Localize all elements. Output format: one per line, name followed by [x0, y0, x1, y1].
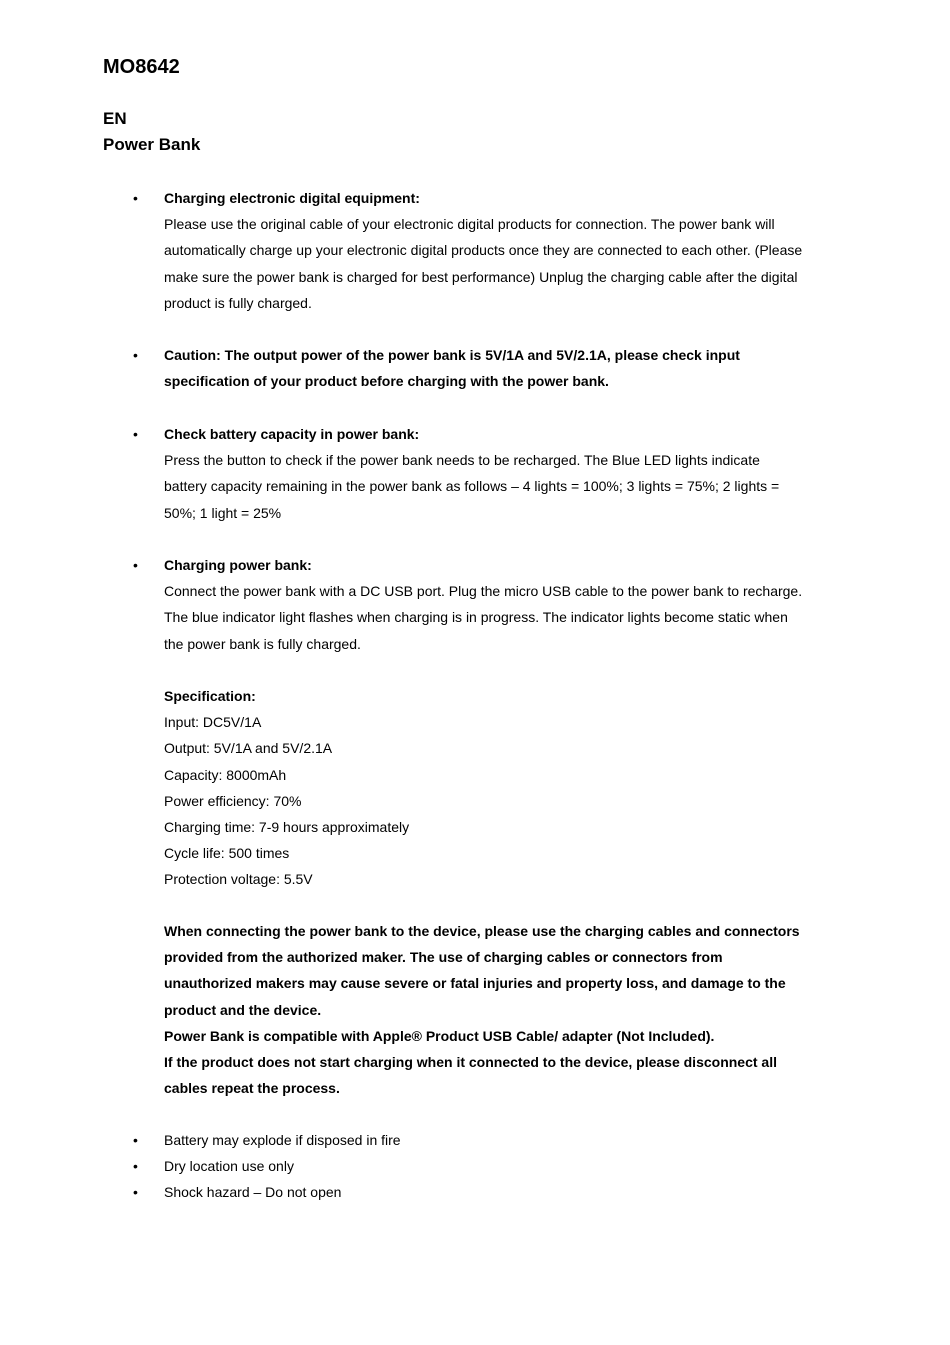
bullet-marker: •	[133, 426, 138, 442]
spec-item: Output: 5V/1A and 5V/2.1A	[164, 740, 333, 757]
section-charging-equipment	[164, 185, 804, 316]
spec-item: Cycle life: 500 times	[164, 845, 290, 862]
spec-item: Capacity: 8000mAh	[164, 766, 287, 783]
section-body: Press the button to check if the power bank needs to be recharged. The Blue LED lights indicate battery capacity remaining in the power bank as follows – 4 lights = 100%; 3 lights = 75%; 2 lights = 50%; 1 light = 25%	[164, 452, 780, 521]
caution-text: Caution: The output power of the power bank is 5V/1A and 5V/2.1A, please check input specification of your product before charging with the power bank.	[164, 347, 740, 390]
section-heading: Charging power bank:	[164, 557, 312, 573]
warnings-block	[164, 918, 804, 1101]
section-battery-capacity	[164, 421, 804, 526]
section-heading: Charging electronic digital equipment:	[164, 190, 420, 206]
bullet-marker: •	[133, 1158, 138, 1174]
spec-item: Protection voltage: 5.5V	[164, 871, 313, 888]
product-title: Power Bank	[103, 135, 201, 154]
section-caution	[164, 342, 804, 394]
cable-warning: When connecting the power bank to the device, please use the charging cables and connectors provided from the authorized maker. The use of charging cables or connectors from unauthorized makers may cause severe or fatal injuries and property loss, and damage to the product and the device.	[164, 923, 800, 1018]
section-charging-power-bank	[164, 552, 804, 657]
bullet-marker: •	[133, 557, 138, 573]
not-charging-note: If the product does not start charging when it connected to the device, please disconnect all cables repeat the process.	[164, 1054, 777, 1097]
spec-item: Charging time: 7-9 hours approximately	[164, 819, 410, 836]
spec-item: Power efficiency: 70%	[164, 792, 302, 809]
bullet-marker: •	[133, 347, 138, 363]
specification-heading: Specification:	[164, 688, 256, 704]
specification-block	[164, 683, 804, 893]
bullet-marker: •	[133, 1132, 138, 1148]
section-body: Please use the original cable of your electronic digital products for connection. The power bank will automatically charge up your electronic digital products once they are connected to each other. (Please make sure the power bank is charged for best performance) Unplug the charging cable after the digital product is fully charged.	[164, 216, 803, 311]
bullet-marker: •	[133, 190, 138, 206]
language-code: EN	[103, 109, 127, 128]
bullet-marker: •	[133, 1184, 138, 1200]
model-number: MO8642	[103, 56, 180, 78]
safety-item: Dry location use only	[164, 1158, 294, 1174]
section-heading: Check battery capacity in power bank:	[164, 426, 420, 442]
spec-item: Input: DC5V/1A	[164, 714, 262, 731]
compatibility-note: Power Bank is compatible with Apple® Product USB Cable/ adapter (Not Included).	[164, 1027, 715, 1044]
safety-item: Shock hazard – Do not open	[164, 1184, 342, 1200]
section-body: Connect the power bank with a DC USB port. Plug the micro USB cable to the power bank to recharge. The blue indicator light flashes when charging is in progress. The indicator lights become static when the power bank is fully charged.	[164, 583, 803, 652]
safety-item: Battery may explode if disposed in fire	[164, 1132, 401, 1148]
